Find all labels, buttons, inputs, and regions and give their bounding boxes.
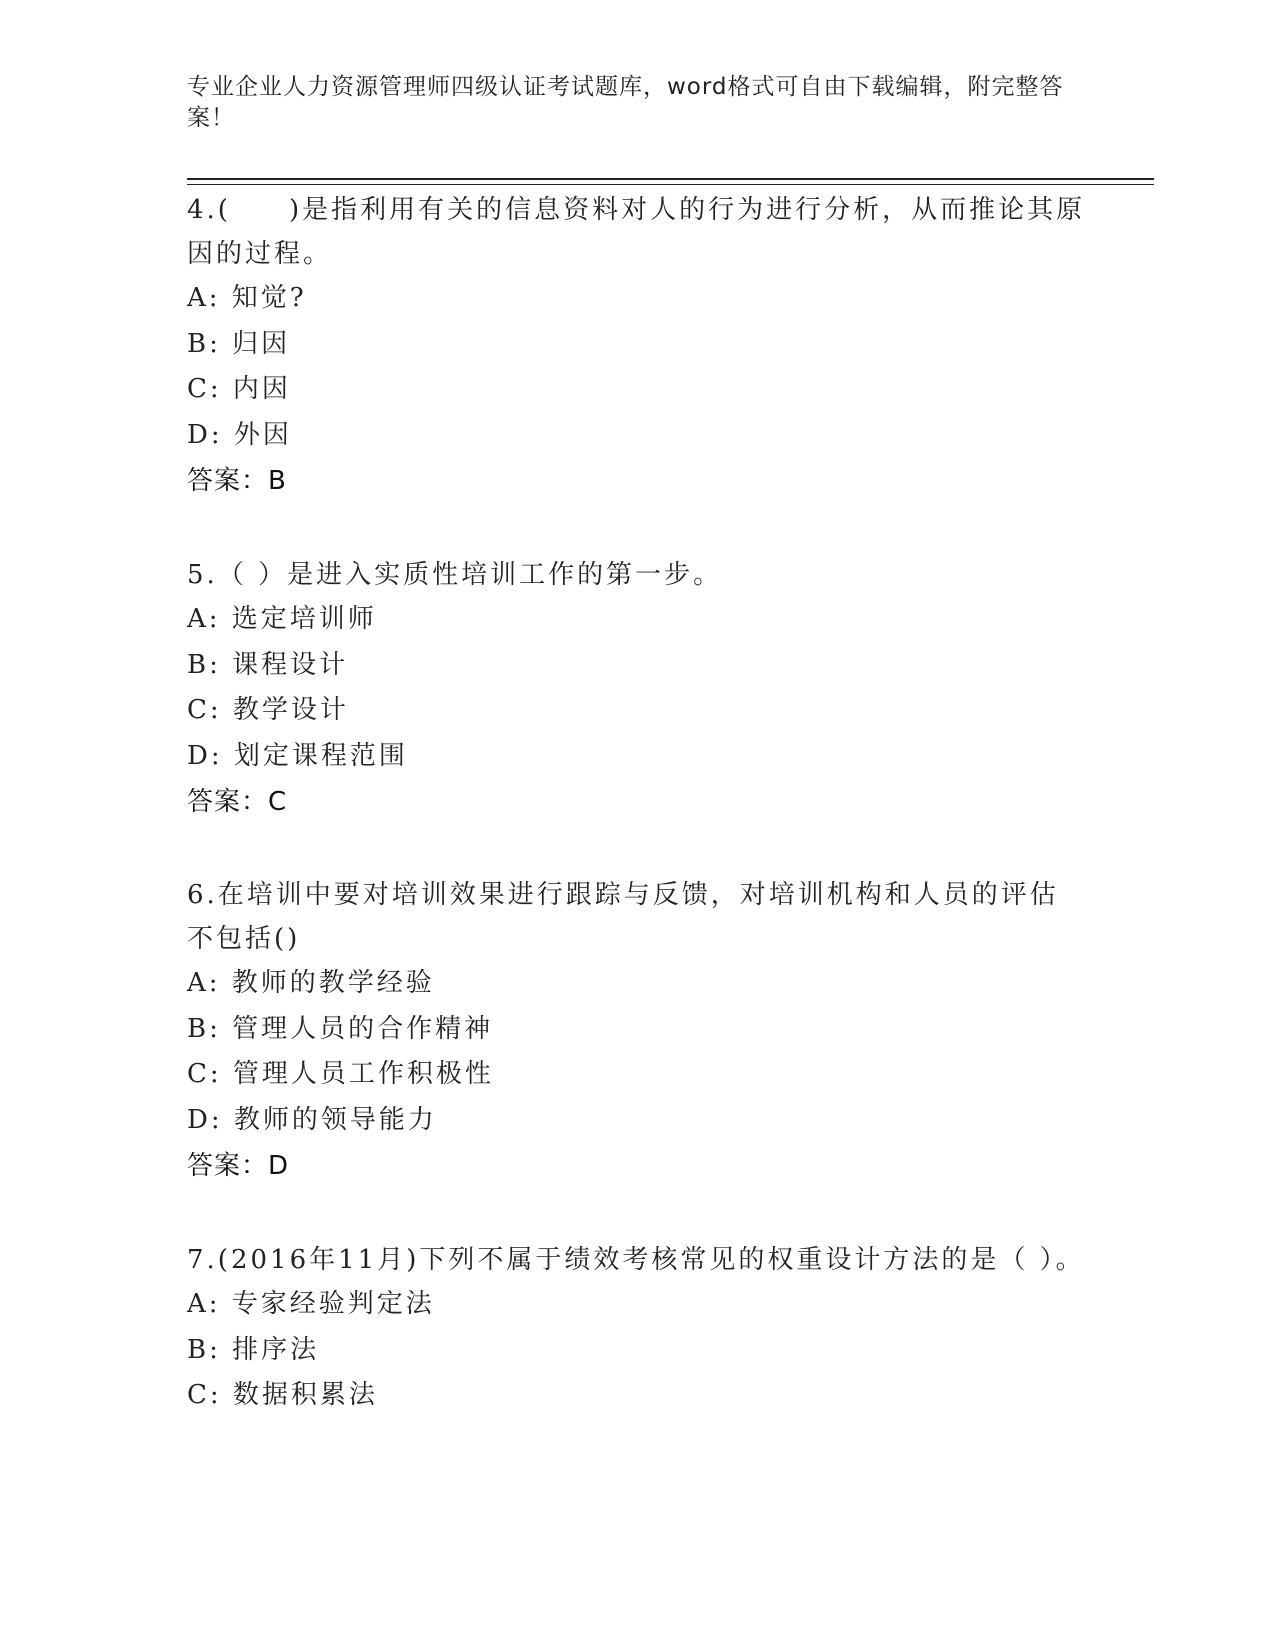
option-b: B: 归因 (187, 328, 291, 359)
option-d: D: 教师的领导能力 (187, 1104, 437, 1135)
option-c: C: 管理人员工作积极性 (187, 1059, 494, 1089)
answer-line: 答案：B (187, 466, 287, 496)
document-header: 专业企业人力资源管理师四级认证考试题库，word格式可自由下载编辑，附完整答案！ (187, 74, 1064, 131)
option-a: A: 教师的教学经验 (187, 968, 435, 998)
question-6 (187, 873, 1087, 1189)
option-c: C: 教学设计 (187, 695, 349, 725)
option-a: A: 专家经验判定法 (187, 1289, 435, 1319)
header-divider-thin (187, 184, 1154, 185)
option-c: C: 数据积累法 (187, 1380, 378, 1410)
question-stem: 5.（ ）是进入实质性培训工作的第一步。 (187, 560, 723, 590)
header-divider-thick (187, 178, 1154, 180)
option-b: B: 排序法 (187, 1334, 320, 1365)
option-b: B: 管理人员的合作精神 (187, 1013, 494, 1044)
option-a: A: 知觉? (187, 283, 307, 313)
option-b: B: 课程设计 (187, 649, 349, 680)
question-stem: 4.( )是指利用有关的信息资料对人的行为进行分析，从而推论其原因的过程。 (187, 195, 1086, 269)
option-a: A: 选定培训师 (187, 604, 377, 634)
answer-line: 答案：C (187, 787, 288, 817)
option-d: D: 划定课程范围 (187, 740, 408, 771)
question-stem: 6.在培训中要对培训效果进行跟踪与反馈，对培训机构和人员的评估不包括() (187, 880, 1059, 954)
question-4 (187, 188, 1087, 504)
answer-line: 答案：D (187, 1151, 290, 1181)
question-7 (187, 1238, 1087, 1419)
question-stem: 7.(2016年11月)下列不属于绩效考核常见的权重设计方法的是（ ）。 (187, 1245, 1085, 1275)
option-d: D: 外因 (187, 419, 292, 450)
question-5 (187, 553, 1087, 825)
option-c: C: 内因 (187, 374, 291, 404)
